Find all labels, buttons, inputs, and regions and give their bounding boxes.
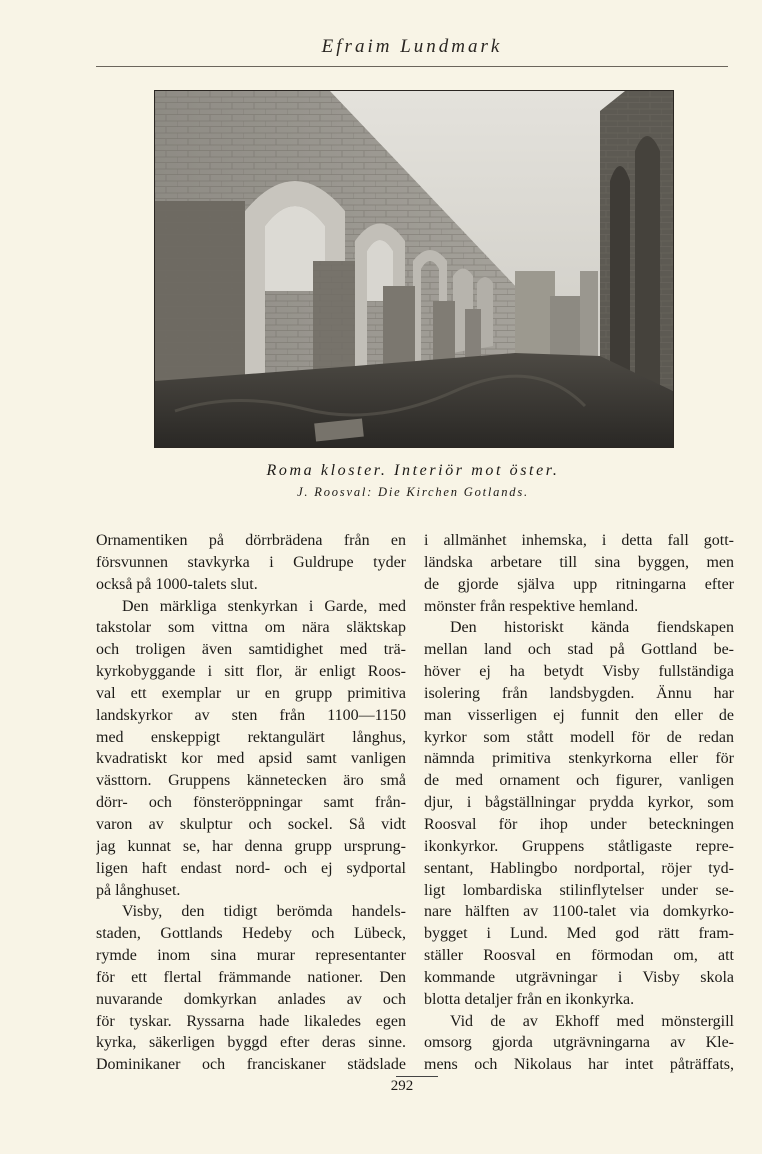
text-line: mens och Nikolaus har intet påträffats, bbox=[424, 1056, 734, 1074]
text-line: mönster från respektive hemland. bbox=[424, 597, 639, 615]
text-line: västtorn. Gruppens kännetecken äro små bbox=[96, 772, 406, 790]
text-line: takstolar som vittna om nära släktskap bbox=[96, 619, 406, 637]
right-text-column bbox=[424, 530, 734, 1076]
text-line: och troligen även samtidighet med trä- bbox=[96, 641, 406, 659]
text-line: sentant, Hablingbo nordportal, röjer tyd- bbox=[424, 859, 734, 877]
text-line: Visby, den tidigt berömda handels- bbox=[122, 903, 406, 921]
text-line: kyrkobyggande i sitt flor, är enligt Roos- bbox=[96, 663, 406, 681]
text-line: ligen haft endast nord- och ej sydportal bbox=[96, 859, 406, 877]
figure-source: J. Roosval: Die Kirchen Gotlands. bbox=[297, 485, 529, 499]
text-line: Roosval för ihop under beteckningen bbox=[424, 815, 734, 833]
left-text-column bbox=[96, 530, 406, 1076]
text-line: för tyskar. Ryssarna hade likaledes egen bbox=[96, 1012, 406, 1030]
header-rule bbox=[96, 66, 728, 67]
text-line: nuvarande domkyrkan anlades av och bbox=[96, 990, 406, 1008]
text-line: de med ornament och figurer, vanligen bbox=[424, 772, 734, 790]
text-line: höver ej ha betydt Visby fullständiga bbox=[424, 663, 734, 681]
text-line: ligt lombardiska stilinflytelser under se- bbox=[424, 881, 734, 899]
text-line: jag kunnat se, har denna grupp ursprung- bbox=[96, 837, 406, 855]
text-line: Dominikaner och franciskaner städslade bbox=[96, 1056, 406, 1074]
text-line: man visserligen ej funnit den eller de bbox=[424, 706, 734, 724]
text-line: mellan land och stad på Gottland be- bbox=[424, 641, 734, 659]
text-line: Den historiskt kända fiendskapen bbox=[450, 619, 734, 637]
text-line: isolering från landsbygden. Ännu har bbox=[424, 684, 734, 702]
text-line: landskyrkor av sten från 1100—1150 bbox=[96, 706, 406, 724]
text-line: Vid de av Ekhoff med mönstergill bbox=[450, 1012, 734, 1030]
text-line: kommande utgrävningar i Visby skola bbox=[424, 968, 734, 986]
text-line: kvadratiskt kor med apsid samt vanligen bbox=[96, 750, 406, 768]
text-line: kyrkor som stått modell för de redan bbox=[424, 728, 734, 746]
figure-caption: Roma kloster. Interiör mot öster. bbox=[266, 462, 560, 479]
page-number: 292 bbox=[390, 1078, 414, 1094]
text-line: ställer Roosval en förmodan om, att bbox=[424, 947, 734, 965]
text-line: kyrka, säkerligen byggd efter deras sinne. bbox=[96, 1034, 406, 1052]
text-line: omsorg gjorda utgrävningarna av Kle- bbox=[424, 1034, 734, 1052]
text-line: i allmänhet inhemska, i detta fall gott- bbox=[424, 532, 734, 549]
text-line: blotta detaljer från en ikonkyrka. bbox=[424, 990, 635, 1008]
text-line: ländska arbetare till sina byggen, men bbox=[424, 553, 734, 571]
text-line: för ett flertal främmande nationer. Den bbox=[96, 968, 406, 986]
text-line: dörr- och fönsteröppningar samt från- bbox=[96, 794, 406, 812]
ruin-interior-illustration bbox=[155, 91, 673, 447]
running-head: Efraim Lundmark bbox=[321, 36, 503, 57]
text-line: val ett exemplar ur en grupp primitiva bbox=[96, 684, 406, 702]
text-line: med enskeppigt rektangulärt långhus, bbox=[96, 728, 406, 746]
text-line: djur, i bågställningar prydda kyrkor, som bbox=[424, 794, 734, 812]
figure-photograph bbox=[154, 90, 674, 448]
text-line: Den märkliga stenkyrkan i Garde, med bbox=[122, 597, 406, 615]
text-line: på långhuset. bbox=[96, 881, 181, 899]
text-line: nämnda primitiva stenkyrkorna eller för bbox=[424, 750, 734, 768]
text-line: ikonkyrkor. Gruppens ståtligaste repre- bbox=[424, 837, 734, 855]
text-line: också på 1000-talets slut. bbox=[96, 575, 258, 593]
page-number-rule bbox=[396, 1076, 438, 1077]
text-line: rymde inom sina murar representanter bbox=[96, 947, 406, 965]
text-line: Ornamentiken på dörrbrädena från en bbox=[96, 532, 406, 549]
text-line: varon av skulptur och sockel. Så vidt bbox=[96, 815, 406, 833]
text-line: bygget i Lund. Med god rätt fram- bbox=[424, 925, 734, 943]
text-line: nare hälften av 1100-talet via domkyrko- bbox=[424, 903, 734, 921]
text-line: de gjorde själva upp ritningarna efter bbox=[424, 575, 734, 593]
text-line: staden, Gottlands Hedeby och Lübeck, bbox=[96, 925, 406, 943]
text-line: försvunnen stavkyrka i Guldrupe tyder bbox=[96, 553, 406, 571]
